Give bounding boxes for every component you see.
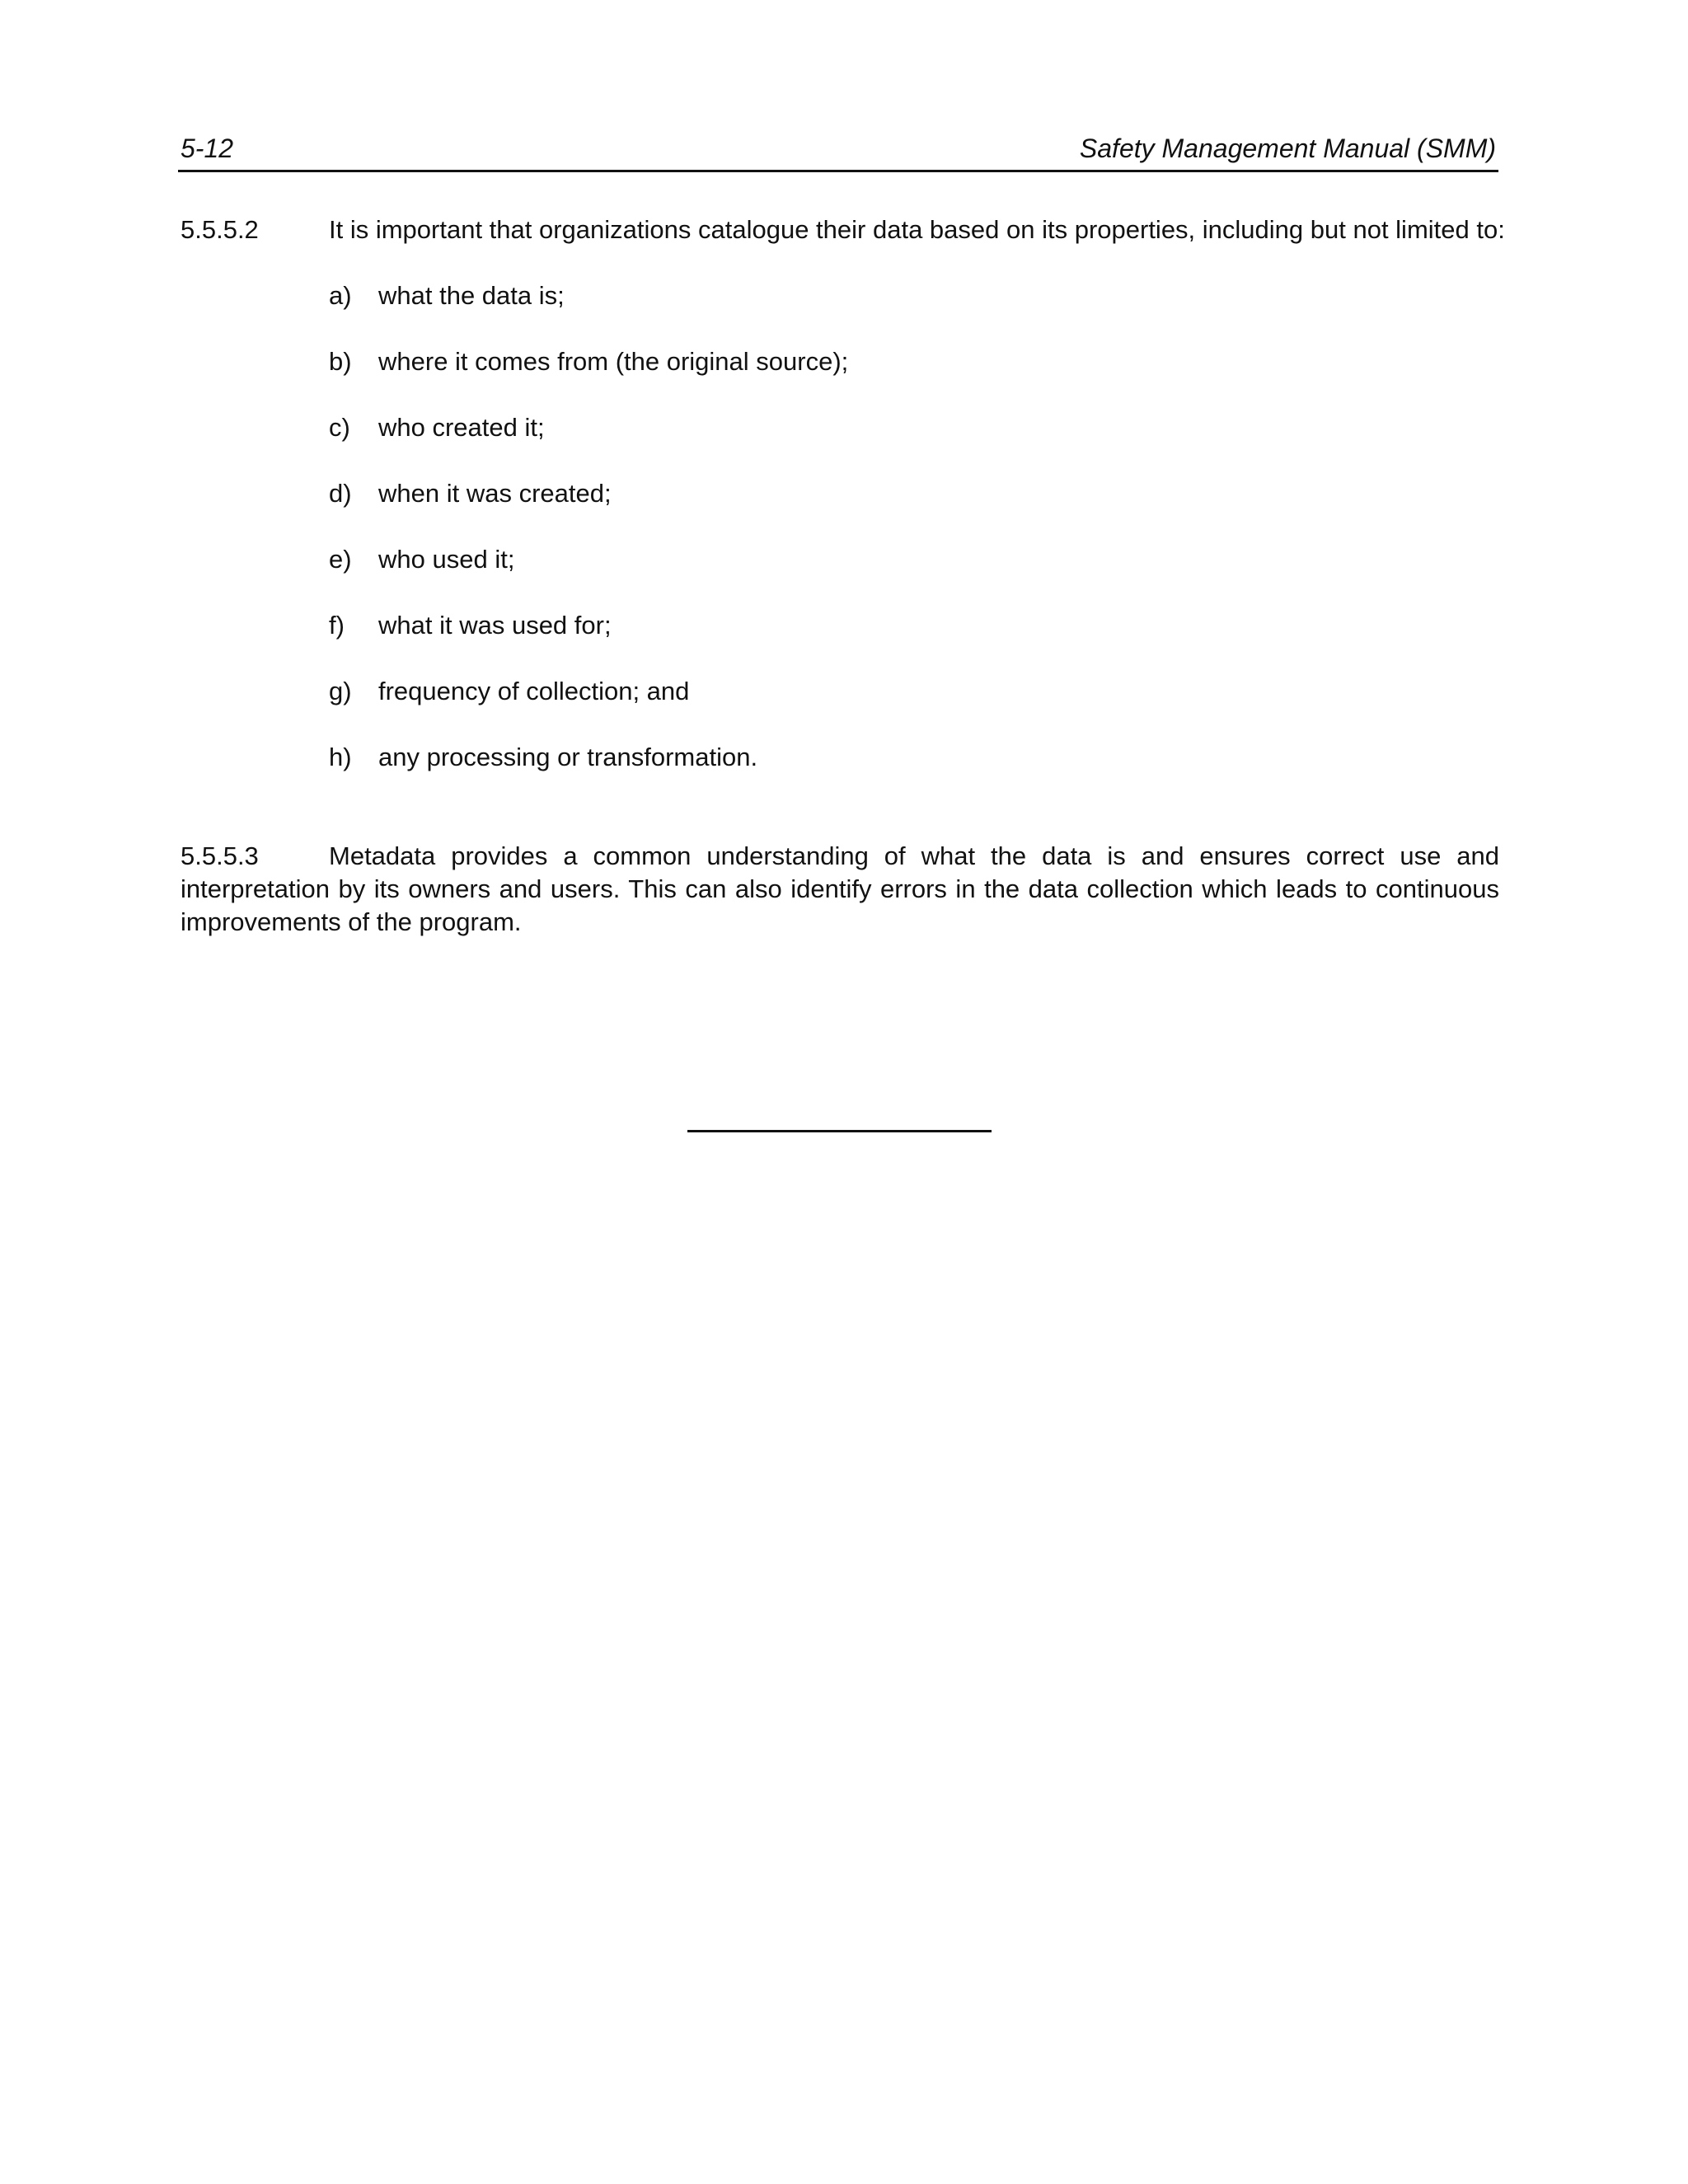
list-item-text: who created it;	[378, 413, 545, 442]
paragraph-number: 5.5.5.3	[181, 841, 259, 870]
list-item-text: any processing or transformation.	[378, 743, 758, 771]
section-5-5-5-3	[181, 840, 1499, 939]
page-number: 5-12	[181, 134, 234, 163]
list-item-text: where it comes from (the original source);	[378, 347, 849, 376]
list-item-text: frequency of collection; and	[378, 677, 690, 705]
list-item-text: who used it;	[378, 545, 515, 574]
page-header	[178, 130, 1498, 172]
list-marker: g)	[329, 677, 352, 705]
list-marker: d)	[329, 479, 352, 508]
list-marker: f)	[329, 611, 345, 640]
paragraph-number: 5.5.5.2	[181, 215, 259, 244]
list-marker: a)	[329, 281, 352, 310]
list-item-text: when it was created;	[378, 479, 612, 508]
paragraph-text: Metadata provides a common understanding of what the data is and ensures correct use and interpretation by its owners and users. This can also identify errors in the data collection which leads to continuous improvements of the program.	[181, 841, 1499, 936]
list-marker: e)	[329, 545, 352, 574]
list-marker: b)	[329, 347, 352, 376]
list-item-text: what the data is;	[378, 281, 565, 310]
running-title: Safety Management Manual (SMM)	[1079, 134, 1496, 163]
list-item-text: what it was used for;	[378, 611, 612, 640]
list-marker: h)	[329, 743, 352, 771]
list-marker: c)	[329, 413, 350, 442]
paragraph-intro: It is important that organizations catalogue their data based on its properties, including but not limited to:	[329, 215, 1505, 244]
end-of-section-rule	[687, 1130, 992, 1132]
